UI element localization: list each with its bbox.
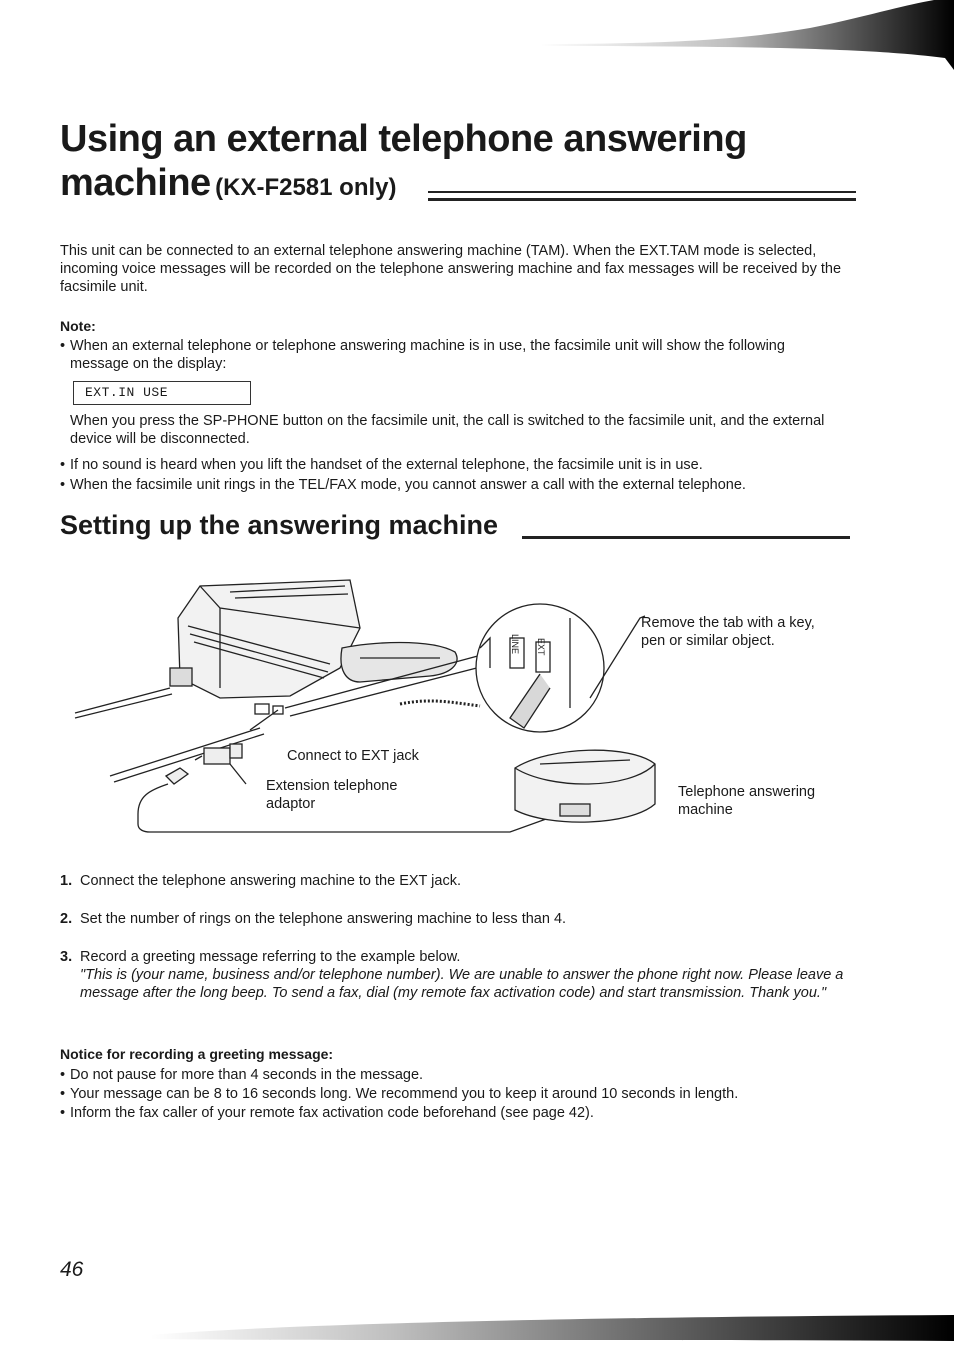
coiled-cord (400, 701, 480, 706)
step-item (60, 948, 860, 1002)
page-number: 46 (60, 1258, 84, 1281)
intro-paragraph: This unit can be connected to an external telephone answering machine (TAM). When the EXT.TAM mode is selected, incoming voice messages will be recorded on the telephone answering machine and fax messages will be received by the facsimile unit. (60, 243, 842, 295)
step-item (60, 872, 860, 890)
section-heading: Setting up the answering machine (60, 510, 499, 540)
caption-extension-adaptor: Extension telephone adaptor (266, 778, 398, 812)
notice-label: Notice for recording a greeting message: (60, 1046, 334, 1062)
notice-list (60, 1066, 860, 1123)
lcd-display-message: EXT.IN USE (73, 381, 251, 405)
notice-item: • Do not pause for more than 4 seconds in the message. (60, 1066, 860, 1085)
jack-line-label: LINE (510, 634, 520, 655)
step-text: Set the number of rings on the telephone answering machine to less than 4. (80, 911, 567, 927)
notice-item: • Your message can be 8 to 16 seconds long. We recommend you to keep it around 10 seconds in length. (60, 1085, 860, 1104)
step-text: Record a greeting message referring to the example below. (80, 949, 461, 965)
power-cord (75, 688, 170, 713)
jack-ext-label: EXT (536, 638, 546, 656)
connect-leader (250, 710, 278, 730)
note-item-no-sound: • If no sound is heard when you lift the handset of the external telephone, the facsimile unit is in use. (60, 455, 850, 475)
setup-steps (60, 872, 860, 1022)
page-title-model: (KX-F2581 only) (215, 174, 397, 201)
adaptor-leader (230, 764, 246, 784)
step-number: 1. (60, 873, 73, 889)
title-double-rule (428, 191, 856, 201)
caption-answering-machine: Telephone answering machine (678, 784, 816, 818)
note-item-telfax: • When the facsimile unit rings in the TEL/FAX mode, you cannot answer a call with the external telephone. (60, 475, 850, 495)
fax-unit-illustration (178, 580, 457, 714)
section-heading-rule (522, 536, 850, 539)
page-title-line1: Using an external telephone answering (60, 118, 747, 160)
page-title-line2 (60, 162, 397, 205)
note-list (60, 337, 835, 373)
step-number: 3. (60, 949, 73, 965)
caption-remove-tab: Remove the tab with a key, pen or similar object. (641, 615, 815, 649)
note-list-continued (60, 455, 850, 495)
scan-edge-shading-bottom (0, 1305, 954, 1349)
power-plug (170, 668, 192, 686)
note-item-display: • When an external telephone or telephone answering machine is in use, the facsimile unit will show the following message on the display: (60, 337, 835, 373)
page-title-main: machine (60, 162, 211, 204)
greeting-example: "This is (your name, business and/or telephone number). We are unable to answer the phone right now. Please leave a message after the long beep. To send a fax, dial (my remote fax activation code) and start transmission. Thank you." (80, 967, 844, 1001)
answering-machine-illustration (515, 750, 655, 822)
caption-connect-ext: Connect to EXT jack (287, 748, 419, 764)
notice-item: • Inform the fax caller of your remote fax activation code beforehand (see page 42). (60, 1104, 860, 1123)
scan-edge-shading-top (540, 0, 954, 70)
step-text: Connect the telephone answering machine to the EXT jack. (80, 873, 461, 889)
step-number: 2. (60, 911, 73, 927)
note-after-display: When you press the SP-PHONE button on the facsimile unit, the call is switched to the facsimile unit, and the external device will be disconnected. (70, 413, 825, 447)
step-item (60, 910, 860, 928)
note-label: Note: (60, 318, 96, 334)
jack-closeup (476, 604, 604, 732)
